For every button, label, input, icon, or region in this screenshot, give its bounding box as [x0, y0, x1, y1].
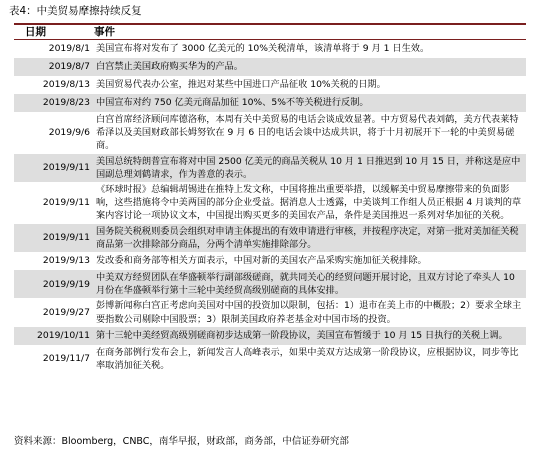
- table-row: [14, 112, 526, 154]
- table-row: [14, 94, 526, 112]
- row-date: 2019/9/13: [42, 255, 90, 267]
- row-event: 彭博新闻称白宫正考虑向美国对中国的投资加以限制，包括：1）退市在美上市的中概股；2）要求全球主要指数公司剔除中国股票；3）限制美国政府养老基金对中国市场的投资。: [96, 300, 522, 325]
- row-event: 中国宣布对约 750 亿美元商品加征 10%、5%不等关税进行反制。: [96, 97, 369, 109]
- table-row: [14, 224, 526, 252]
- row-event: 白宫禁止美国政府购买华为的产品。: [96, 61, 243, 73]
- row-date: 2019/8/13: [42, 79, 90, 91]
- row-event: 美国总统特朗普宣布将对中国 2500 亿美元的商品关税从 10 月 1 日推迟到 10 月 15 日，并称这是应中国副总理刘鹤请求，作为善意的表示。: [96, 155, 521, 180]
- row-date: 2019/9/11: [42, 232, 90, 244]
- table-title: 表4：中美贸易摩擦持续反复: [9, 5, 142, 17]
- row-date: 2019/9/19: [42, 278, 90, 290]
- table-row: [14, 58, 526, 76]
- table-row: [14, 345, 526, 373]
- row-date: 2019/9/6: [48, 127, 90, 139]
- table-row: [14, 76, 526, 94]
- row-date: 2019/11/7: [42, 353, 90, 365]
- table-body: [14, 40, 526, 373]
- row-date: 2019/9/11: [42, 162, 90, 174]
- row-event: 中美双方经贸团队在华盛顿举行副部级磋商，就共同关心的经贸问题开展讨论，且双方讨论了牵头人 10 月份在华盛顿举行第十三轮中美经贸高级别磋商的具体安排。: [96, 272, 515, 297]
- row-date: 2019/9/11: [42, 197, 90, 209]
- table-row: [14, 40, 526, 58]
- row-date: 2019/8/23: [42, 97, 90, 109]
- row-event: 在商务部例行发布会上，新闻发言人高峰表示，如果中美双方达成第一阶段协议，应根据协议，同步等比率取消加征关税。: [96, 346, 519, 372]
- table-row: [14, 270, 526, 298]
- row-date: 2019/9/27: [42, 307, 90, 319]
- table-row: [14, 154, 526, 182]
- table-row: [14, 182, 526, 224]
- header-date: 日期: [25, 26, 46, 38]
- table-row: [14, 327, 526, 345]
- table-row: [14, 298, 526, 326]
- row-event: 《环球时报》总编辑胡锡进在推特上发文称，中国将推出重要举措，以缓解美中贸易摩擦带来的负面影响，这些措施将令中美两国的部分企业受益。据消息人士透露，中美谈判工作组人员正根据 4 月谈判的草案内容讨论一项协议文本，中国提出购买更多的美国农产品，条件是美国推迟一系列对华加征的关税。: [96, 184, 522, 222]
- row-event: 白宫首席经济顾问库德洛称，本周有关中美贸易的电话会谈成效显著。中方贸易代表刘鹤，美方代表莱特希泽以及美国财政部长姆努钦在 9 月 6 日的电话会谈中达成共识，将于十月初展开下一轮的中美贸易磋商。: [96, 114, 519, 152]
- row-event: 美国贸易代表办公室，推迟对某些中国进口产品征收 10%关税的日期。: [96, 79, 386, 91]
- row-event: 第十三轮中美经贸高级别磋商初步达成第一阶段协议，美国宣布暂缓于 10 月 15 日执行的关税上调。: [96, 330, 508, 342]
- table-row: [14, 252, 526, 270]
- table-header: [14, 23, 526, 40]
- header-event: 事件: [94, 26, 115, 38]
- row-date: 2019/10/11: [37, 330, 90, 342]
- row-event: 国务院关税税则委员会组织对申请主体提出的有效申请进行审核，并按程序决定，对第一批对美加征关税商品第一次排除部分商品，分两个清单实施排除部分。: [96, 225, 519, 250]
- row-date: 2019/8/7: [48, 61, 90, 73]
- row-event: 美国宣布将对发布了 3000 亿美元的 10%关税清单，该清单将于 9 月 1 日生效。: [96, 43, 430, 55]
- source-note: 资料来源：Bloomberg，CNBC，南华早报，财政部，商务部，中信证券研究部: [14, 436, 349, 447]
- row-date: 2019/8/1: [48, 43, 90, 55]
- row-event: 发改委和商务部等相关方面表示，中国对新的美国农产品采购实施加征关税排除。: [96, 255, 427, 267]
